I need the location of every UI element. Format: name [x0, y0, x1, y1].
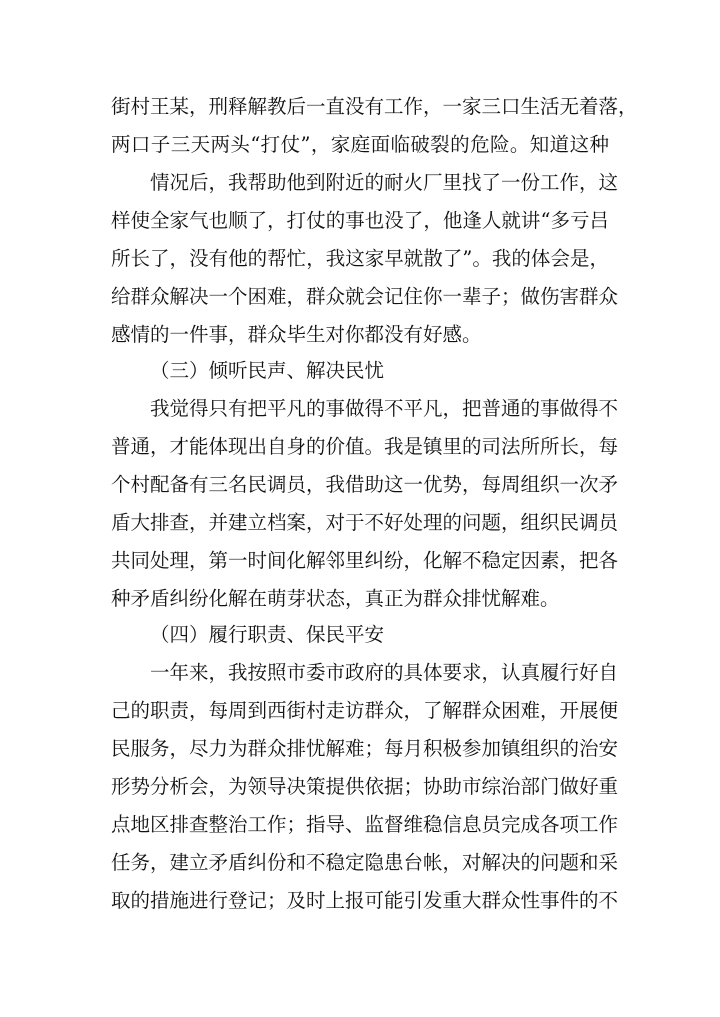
text-line: 共同处理，第一时间化解邻里纠纷，化解不稳定因素，把各	[111, 549, 619, 572]
text-line: 个村配备有三名民调员，我借助这一优势，每周组织一次矛	[111, 473, 619, 496]
text-line: 形势分析会，为领导决策提供依据；协助市综治部门做好重	[111, 775, 619, 798]
text-line: 两口子三天两头“打仗”，家庭面临破裂的危险。知道这种	[111, 133, 609, 156]
text-line: 样使全家气也顺了，打仗的事也没了，他逢人就讲“多亏吕	[111, 209, 609, 232]
text-line: 一年来，我按照市委市政府的具体要求，认真履行好自	[150, 661, 619, 684]
text-line: 任务，建立矛盾纠份和不稳定隐患台帐，对解决的问题和采	[111, 851, 619, 874]
text-line: 街村王某，刑释解教后一直没有工作，一家三口生活无着落，	[111, 95, 638, 118]
text-line: 情况后，我帮助他到附近的耐火厂里找了一份工作，这	[150, 171, 619, 194]
section-heading-3: （三）倾听民声、解决民忧	[150, 359, 385, 382]
text-line: 给群众解决一个困难，群众就会记住你一辈子；做伤害群众	[111, 285, 619, 308]
text-line: 我觉得只有把平凡的事做得不平凡，把普通的事做得不	[150, 397, 619, 420]
text-line: 种矛盾纠纷化解在萌芽状态，真正为群众排忧解难。	[111, 587, 560, 610]
text-line: 盾大排查，并建立档案，对于不好处理的问题，组织民调员	[111, 511, 619, 534]
text-line: 取的措施进行登记；及时上报可能引发重大群众性事件的不	[111, 889, 619, 912]
text-line: 点地区排查整治工作；指导、监督维稳信息员完成各项工作	[111, 813, 619, 836]
text-line: 民服务，尽力为群众排忧解难；每月积极参加镇组织的治安	[111, 737, 619, 760]
text-line: 感情的一件事，群众毕生对你都没有好感。	[111, 323, 482, 346]
section-heading-4: （四）履行职责、保民平安	[150, 623, 385, 646]
text-line: 所长了，没有他的帮忙，我这家早就散了”。我的体会是，	[111, 247, 609, 270]
text-line: 己的职责，每周到西街村走访群众，了解群众困难，开展便	[111, 699, 619, 722]
text-line: 普通，才能体现出自身的价值。我是镇里的司法所所长，每	[111, 435, 619, 458]
